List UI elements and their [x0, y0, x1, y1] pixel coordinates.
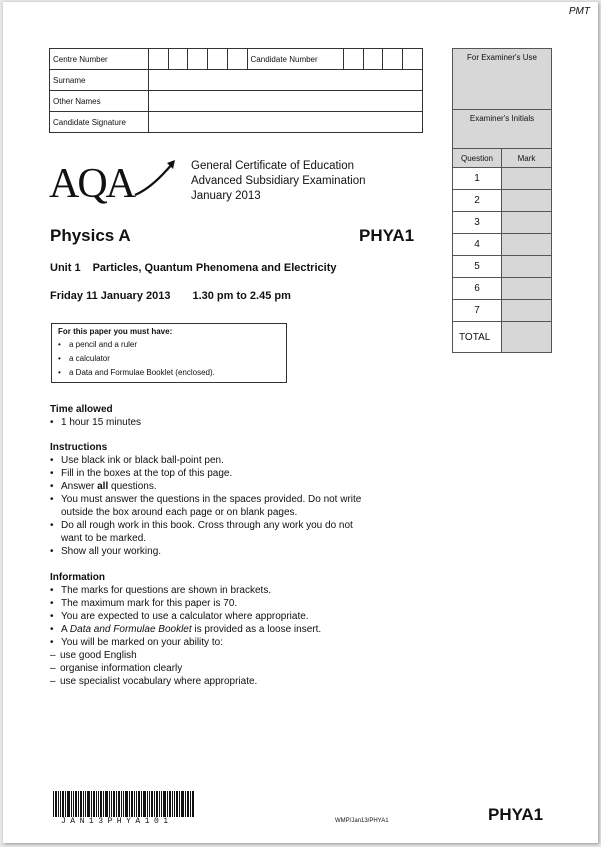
centre-number-label: Centre Number — [50, 49, 149, 70]
other-names-field[interactable] — [148, 91, 422, 112]
instruction-item: • Do all rough work in this book. Cross through any work you do not — [50, 519, 410, 532]
candidate-details-table — [49, 48, 423, 133]
instruction-item: • Use black ink or black ball-point pen. — [50, 454, 410, 467]
information-item: • You will be marked on your ability to: — [50, 636, 410, 649]
barcode-image — [53, 791, 195, 817]
surname-field[interactable] — [148, 70, 422, 91]
examiner-use-table — [452, 48, 552, 353]
mark-cell[interactable] — [502, 234, 552, 256]
exam-date-time — [50, 290, 291, 302]
materials-heading: For this paper you must have: — [58, 327, 173, 336]
information-subitem: – use good English — [50, 649, 410, 662]
centre-number-box[interactable] — [227, 49, 247, 70]
information-section — [50, 571, 410, 688]
candidate-number-box[interactable] — [383, 49, 403, 70]
candidate-number-box[interactable] — [343, 49, 363, 70]
total-mark-cell[interactable] — [502, 322, 552, 353]
candidate-number-box[interactable] — [403, 49, 423, 70]
information-item: • A Data and Formulae Booklet is provided as a loose insert. — [50, 623, 410, 636]
unit-title: Particles, Quantum Phenomena and Electricity — [92, 262, 337, 274]
materials-item: • a calculator — [58, 352, 280, 366]
mark-column-header: Mark — [502, 149, 552, 168]
time-allowed-section — [50, 403, 410, 429]
instruction-item-continued: outside the box around each page or on blank pages. — [61, 507, 298, 518]
instruction-item: • You must answer the questions in the spaces provided. Do not write — [50, 493, 410, 506]
mark-cell[interactable] — [502, 256, 552, 278]
materials-box — [51, 323, 287, 383]
mark-cell[interactable] — [502, 278, 552, 300]
question-number: 6 — [453, 278, 502, 300]
centre-number-box[interactable] — [208, 49, 228, 70]
instruction-item: • Answer all questions. — [50, 480, 410, 493]
question-number: 2 — [453, 190, 502, 212]
qualification-line: General Certificate of Education — [191, 160, 355, 172]
unit-line — [50, 262, 336, 274]
candidate-number-box[interactable] — [363, 49, 383, 70]
instructions-section — [50, 441, 410, 558]
candidate-number-label: Candidate Number — [247, 49, 343, 70]
mark-cell[interactable] — [502, 300, 552, 322]
pmt-watermark: PMT — [568, 6, 590, 17]
signature-label: Candidate Signature — [50, 112, 149, 133]
barcode-text: JAN13PHYA101 — [61, 817, 173, 826]
signature-field[interactable] — [148, 112, 422, 133]
question-number: 4 — [453, 234, 502, 256]
aqa-logo-text: AQA — [49, 161, 134, 205]
qualification-title — [191, 159, 366, 204]
exam-date: Friday 11 January 2013 — [50, 290, 171, 302]
information-subitem: – use specialist vocabulary where appropriate. — [50, 675, 410, 688]
time-allowed-value: • 1 hour 15 minutes — [50, 416, 410, 429]
information-item: • The marks for questions are shown in brackets. — [50, 584, 410, 597]
subject-title: Physics A — [50, 226, 131, 245]
information-item: • You are expected to use a calculator where appropriate. — [50, 610, 410, 623]
question-number: 3 — [453, 212, 502, 234]
unit-number: Unit 1 — [50, 262, 81, 274]
materials-item: • a pencil and a ruler — [58, 338, 280, 352]
information-subitem: – organise information clearly — [50, 662, 410, 675]
exam-session: January 2013 — [191, 190, 261, 202]
document-reference: WMP/Jan13/PHYA1 — [335, 818, 389, 824]
question-number: 1 — [453, 168, 502, 190]
question-number: 5 — [453, 256, 502, 278]
question-number: 7 — [453, 300, 502, 322]
mark-cell[interactable] — [502, 190, 552, 212]
exam-cover-page — [3, 2, 598, 843]
instruction-item: • Show all your working. — [50, 545, 410, 558]
mark-cell[interactable] — [502, 168, 552, 190]
instruction-item: • Fill in the boxes at the top of this page. — [50, 467, 410, 480]
footer-paper-code: PHYA1 — [488, 805, 544, 824]
examiner-initials-heading: Examiner's Initials — [453, 110, 552, 149]
surname-label: Surname — [50, 70, 149, 91]
centre-number-box[interactable] — [148, 49, 168, 70]
instruction-item-continued: want to be marked. — [61, 533, 147, 544]
mark-cell[interactable] — [502, 212, 552, 234]
information-heading: Information — [50, 572, 105, 583]
centre-number-box[interactable] — [188, 49, 208, 70]
information-item: • The maximum mark for this paper is 70. — [50, 597, 410, 610]
centre-number-box[interactable] — [168, 49, 188, 70]
paper-code: PHYA1 — [359, 226, 415, 245]
other-names-label: Other Names — [50, 91, 149, 112]
exam-time: 1.30 pm to 2.45 pm — [192, 290, 291, 302]
time-allowed-heading: Time allowed — [50, 404, 113, 415]
total-label: TOTAL — [453, 322, 502, 353]
instructions-heading: Instructions — [50, 442, 108, 453]
examiner-use-heading: For Examiner's Use — [453, 49, 552, 110]
qualification-line: Advanced Subsidiary Examination — [191, 175, 366, 187]
materials-item: • a Data and Formulae Booklet (enclosed). — [58, 366, 280, 380]
question-column-header: Question — [453, 149, 502, 168]
aqa-logo — [49, 157, 179, 205]
